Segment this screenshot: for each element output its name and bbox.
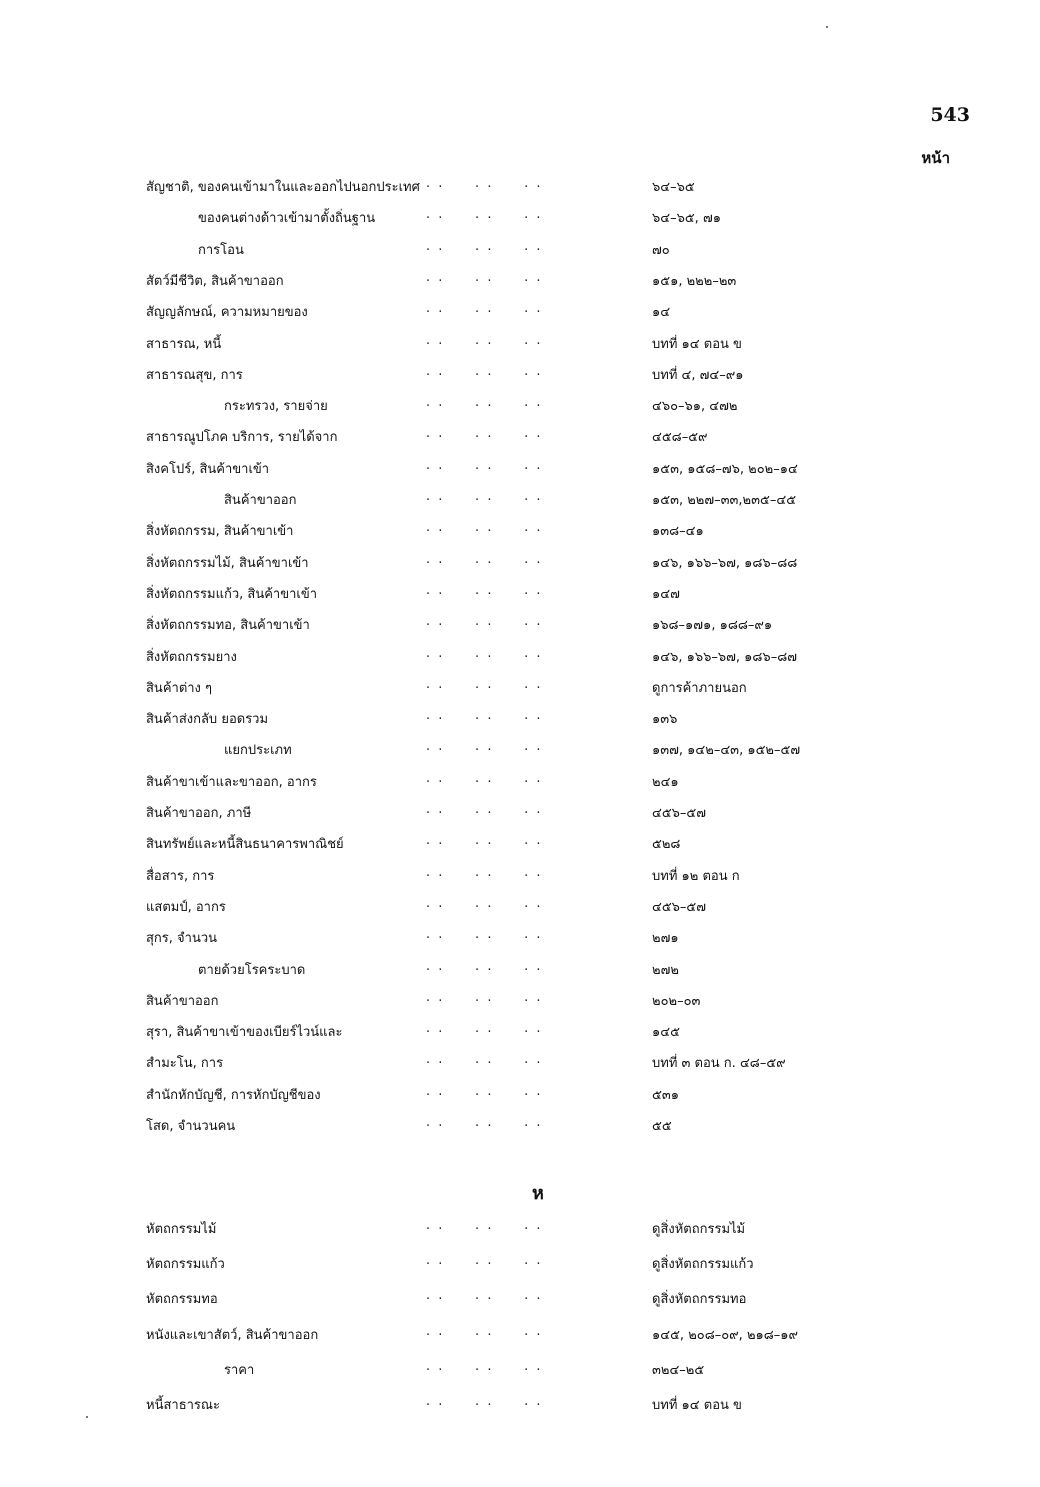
- page-reference: ๑๕๑, ๒๒๒–๒๓: [652, 273, 737, 289]
- leader-dots: . . . . . .: [426, 269, 543, 285]
- index-entry: [0, 1113, 1040, 1137]
- index-entry: [0, 393, 1040, 417]
- page-reference: บทที่ ๔, ๗๔–๙๑: [652, 367, 744, 383]
- index-entry: [0, 863, 1040, 887]
- leader-dots: . . . . . .: [426, 426, 543, 442]
- index-entry: [0, 518, 1040, 542]
- leader-dots: . . . . . .: [426, 958, 543, 974]
- index-term: สินค้าขาออก: [224, 493, 297, 508]
- leader-dots: . . . . . .: [426, 238, 543, 254]
- index-entry: [0, 174, 1040, 198]
- page-reference: ดูสิ่งหัตถกรรมไม้: [652, 1222, 746, 1237]
- index-entry: [0, 1251, 1040, 1275]
- index-term: สิ่งหัตถกรรมไม้, สินค้าขาเข้า: [146, 555, 309, 571]
- index-term: ของคนต่างด้าวเข้ามาตั้งถิ่นฐาน: [198, 211, 376, 227]
- index-entry: [0, 1286, 1040, 1310]
- index-entry: [0, 581, 1040, 605]
- leader-dots: . . . . . .: [426, 1288, 543, 1304]
- page-reference: ๕๓๑: [652, 1087, 679, 1103]
- index-term: สิงคโปร์, สินค้าขาเข้า: [146, 461, 270, 477]
- page-reference: ๖๔–๖๕, ๗๑: [652, 211, 721, 227]
- leader-dots: . . . . . .: [426, 1323, 543, 1339]
- index-term: สำนักหักบัญชี, การหักบัญชีของ: [146, 1087, 321, 1103]
- index-entry: [0, 456, 1040, 480]
- page-reference: ๔๕๘–๕๙: [652, 430, 708, 446]
- section-heading: ห: [532, 1183, 544, 1204]
- index-entry: [0, 612, 1040, 636]
- leader-dots: . . . . . .: [426, 614, 543, 630]
- index-term: หนี้สาธารณะ: [146, 1398, 220, 1413]
- leader-dots: . . . . . .: [426, 1394, 543, 1409]
- leader-dots: . . . . . .: [426, 833, 543, 849]
- leader-dots: . . . . . .: [426, 207, 543, 223]
- index-term: หนังและเขาสัตว์, สินค้าขาออก: [146, 1327, 319, 1343]
- leader-dots: . . . . . .: [426, 395, 543, 411]
- index-term: สินค้าต่าง ๆ: [146, 680, 213, 696]
- page-reference: ๔๖๐–๖๑, ๔๗๒: [652, 399, 738, 415]
- page-reference: ๑๓๖: [652, 712, 678, 728]
- index-term: สิ่งหัตถกรรม, สินค้าขาเข้า: [146, 524, 294, 540]
- index-term: สัญชาติ, ของคนเข้ามาในและออกไปนอกประเทศ: [146, 180, 420, 195]
- page-reference: บทที่ ๑๔ ตอน ข: [652, 1398, 742, 1413]
- page-reference: ๑๔๕, ๒๐๘–๐๙, ๒๑๘–๑๙: [652, 1327, 799, 1343]
- index-term: สุกร, จำนวน: [146, 931, 218, 947]
- index-term: สื่อสาร, การ: [146, 868, 215, 884]
- leader-dots: . . . . . .: [426, 708, 543, 724]
- index-term: สินค้าส่งกลับ ยอดรวม: [146, 712, 269, 728]
- index-entry: [0, 424, 1040, 448]
- index-entry: [0, 1082, 1040, 1106]
- page-reference: ๒๔๑: [652, 774, 679, 790]
- index-entry: [0, 800, 1040, 824]
- leader-dots: . . . . . .: [426, 457, 543, 473]
- index-entry: [0, 362, 1040, 386]
- page-reference: บทที่ ๑๔ ตอน ข: [652, 336, 742, 352]
- index-entry: [0, 831, 1040, 855]
- index-term: แยกประเภท: [224, 743, 292, 759]
- index-term: การโอน: [198, 242, 244, 258]
- index-entry: [0, 894, 1040, 918]
- index-entry: [0, 675, 1040, 699]
- page-reference: บทที่ ๓ ตอน ก. ๔๘–๕๙: [652, 1056, 786, 1072]
- index-term: สาธารณ, หนี้: [146, 336, 222, 352]
- leader-dots: . . . . . .: [426, 989, 543, 1005]
- index-term: สิ่งหัตถกรรมยาง: [146, 649, 237, 665]
- index-term: โสด, จำนวนคน: [146, 1119, 236, 1134]
- leader-dots: . . . . . .: [426, 739, 543, 755]
- index-term: สาธารณสุข, การ: [146, 367, 243, 383]
- index-entry: [0, 487, 1040, 511]
- page-reference: ๑๖๘–๑๗๑, ๑๘๘–๙๑: [652, 618, 773, 634]
- index-term: สินทรัพย์และหนี้สินธนาคารพาณิชย์: [146, 837, 344, 853]
- index-term: สินค้าขาออก: [146, 993, 219, 1009]
- page-reference: ๖๔–๖๕: [652, 180, 695, 195]
- page-reference: บทที่ ๑๒ ตอน ก: [652, 868, 740, 884]
- index-entry: [0, 1216, 1040, 1240]
- leader-dots: . . . . . .: [426, 551, 543, 567]
- index-term: หัตถกรรมทอ: [146, 1292, 218, 1308]
- page-reference: ๒๐๒–๐๓: [652, 993, 701, 1009]
- leader-dots: . . . . . .: [426, 1083, 543, 1099]
- page-number: 543: [930, 104, 970, 126]
- index-term: สิ่งหัตถกรรมทอ, สินค้าขาเข้า: [146, 618, 310, 634]
- index-entry: [0, 925, 1040, 949]
- index-entry: [0, 988, 1040, 1012]
- index-entry: [0, 1357, 1040, 1381]
- page-reference: ๔๕๖–๕๗: [652, 806, 707, 821]
- leader-dots: . . . . . .: [426, 1253, 543, 1269]
- scan-speck: [86, 1416, 88, 1418]
- index-term: สินค้าขาออก, ภาษี: [146, 806, 252, 821]
- page-reference: ๕๕: [652, 1119, 672, 1134]
- index-entry: [0, 299, 1040, 323]
- index-term: ตายด้วยโรคระบาด: [198, 962, 306, 978]
- leader-dots: . . . . . .: [426, 1358, 543, 1374]
- leader-dots: . . . . . .: [426, 1052, 543, 1068]
- index-term: สำมะโน, การ: [146, 1056, 224, 1072]
- index-entry: [0, 957, 1040, 981]
- index-term: ราคา: [224, 1362, 255, 1378]
- page-reference: ๑๔๗: [652, 586, 680, 602]
- leader-dots: . . . . . .: [426, 1218, 543, 1233]
- index-entry: [0, 550, 1040, 574]
- page-reference: ๒๗๑: [652, 931, 679, 947]
- leader-dots: . . . . . .: [426, 176, 543, 191]
- index-entry: [0, 1392, 1040, 1416]
- index-entry: [0, 737, 1040, 761]
- leader-dots: . . . . . .: [426, 1115, 543, 1130]
- leader-dots: . . . . . .: [426, 864, 543, 880]
- page-reference: ๗๐: [652, 242, 670, 258]
- page-reference: ๑๕๓, ๒๒๗–๓๓,๒๓๕–๔๕: [652, 493, 797, 508]
- page-reference: ๒๗๒: [652, 962, 679, 978]
- page-reference: ๑๔๖, ๑๖๖–๖๗, ๑๘๖–๘๘: [652, 555, 798, 571]
- page-reference: ๔๕๖–๕๗: [652, 899, 707, 915]
- page-reference: ดูการค้าภายนอก: [652, 680, 747, 696]
- index-entry: [0, 1322, 1040, 1346]
- index-entry: [0, 205, 1040, 229]
- page-reference: ๑๕๓, ๑๕๘–๗๖, ๒๐๒–๑๔: [652, 461, 798, 477]
- index-entry: [0, 1050, 1040, 1074]
- index-entry: [0, 237, 1040, 261]
- index-term: สินค้าขาเข้าและขาออก, อากร: [146, 774, 317, 790]
- index-term: สัตว์มีชีวิต, สินค้าขาออก: [146, 273, 284, 289]
- page-column-label: หน้า: [921, 149, 950, 167]
- leader-dots: . . . . . .: [426, 676, 543, 692]
- index-entry: [0, 706, 1040, 730]
- scan-speck: [826, 26, 828, 28]
- page-reference: ๕๒๘: [652, 837, 681, 853]
- leader-dots: . . . . . .: [426, 301, 543, 317]
- leader-dots: . . . . . .: [426, 802, 543, 817]
- page-reference: ๑๓๗, ๑๔๒–๔๓, ๑๕๒–๕๗: [652, 743, 801, 759]
- page-reference: ๑๓๘–๔๑: [652, 524, 704, 540]
- index-term: สาธารณูปโภค บริการ, รายได้จาก: [146, 430, 338, 446]
- page-reference: ๑๔๕: [652, 1025, 680, 1041]
- index-term: สิ่งหัตถกรรมแก้ว, สินค้าขาเข้า: [146, 586, 318, 602]
- index-entry: [0, 769, 1040, 793]
- leader-dots: . . . . . .: [426, 927, 543, 943]
- page-reference: ๑๔๖, ๑๖๖–๖๗, ๑๘๖–๘๗: [652, 649, 797, 665]
- index-term: สัญญลักษณ์, ความหมายของ: [146, 305, 308, 321]
- leader-dots: . . . . . .: [426, 489, 543, 504]
- page-reference: ๑๔: [652, 305, 671, 321]
- page-reference: ดูสิ่งหัตถกรรมทอ: [652, 1292, 747, 1308]
- leader-dots: . . . . . .: [426, 770, 543, 786]
- index-entry: [0, 644, 1040, 668]
- leader-dots: . . . . . .: [426, 582, 543, 598]
- leader-dots: . . . . . .: [426, 645, 543, 661]
- leader-dots: . . . . . .: [426, 1021, 543, 1037]
- index-term: สุรา, สินค้าขาเข้าของเบียร์ไวน์และ: [146, 1025, 343, 1041]
- index-term: หัตถกรรมไม้: [146, 1222, 217, 1237]
- page-reference: ๓๒๔–๒๕: [652, 1362, 705, 1378]
- leader-dots: . . . . . .: [426, 520, 543, 536]
- leader-dots: . . . . . .: [426, 895, 543, 911]
- index-entry: [0, 331, 1040, 355]
- page-reference: ดูสิ่งหัตถกรรมแก้ว: [652, 1257, 754, 1273]
- index-term: หัตถกรรมแก้ว: [146, 1257, 225, 1273]
- leader-dots: . . . . . .: [426, 363, 543, 379]
- index-term: แสตมป์, อากร: [146, 899, 226, 915]
- leader-dots: . . . . . .: [426, 332, 543, 348]
- index-entry: [0, 268, 1040, 292]
- index-entry: [0, 1019, 1040, 1043]
- index-term: กระทรวง, รายจ่าย: [224, 399, 328, 415]
